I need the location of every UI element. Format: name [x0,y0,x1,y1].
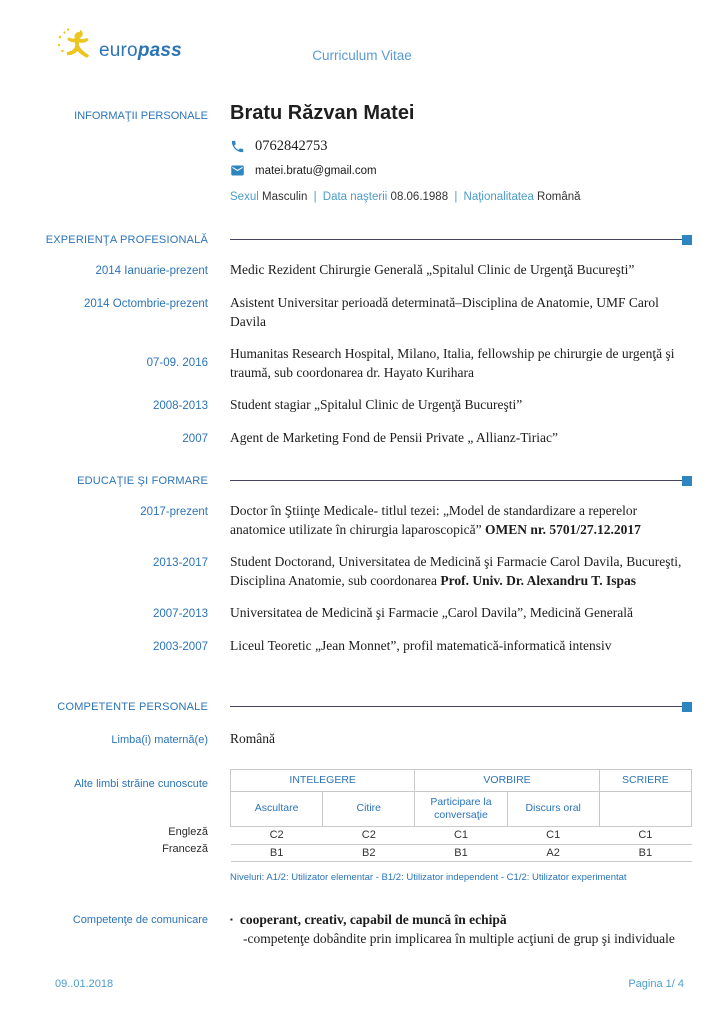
page-footer [55,978,684,990]
section-label-competences: COMPETENTE PERSONALE [57,700,208,713]
section-label-education: EDUCAŢIE ŞI FORMARE [77,474,208,487]
europass-wordmark: europass [99,39,182,61]
other-languages-label: Alte limbi străine cunoscute [74,777,208,790]
education-description: Liceul Teoretic „Jean Monnet”, profil matematică-informatică intensiv [230,638,612,654]
experience-period: 2014 Octombrie-prezent [83,297,208,310]
email-address[interactable]: matei.bratu@gmail.com [255,164,377,177]
section-label-experience: EXPERIENŢA PROFESIONALĂ [45,234,208,246]
level-cell: B1 [231,844,323,862]
level-cell: B1 [599,844,691,862]
email-row [230,163,692,178]
section-label-personal-info: INFORMAŢII PERSONALE [74,110,208,122]
table-subheader-row [231,791,692,826]
table-header-conversation: Participare la conversaţie [415,791,507,826]
experience-description: Humanitas Research Hospital, Milano, Italia, fellowship pe chirurgie de urgenţă şi traumă, sub coordonarea dr. Hayato Kurihara [230,346,675,380]
experience-description: Student stagiar „Spitalul Clinic de Urgenţă Bucureşti” [230,397,523,413]
experience-period: 2007 [182,433,208,446]
footer-date: 09..01.2018 [55,978,114,990]
page-header [0,0,724,78]
mother-tongue-label: Limba(i) maternă(e) [111,734,208,747]
email-icon [230,163,245,178]
education-description: Doctor în Ştiinţe Medicale- titlul tezei: „Model de standardizare a reperelor anatomice utilizate în chirurgia laparoscopică” OMEN nr. 5701/27.12.2017 [230,502,641,537]
phone-icon [230,139,245,154]
experience-description: Agent de Marketing Fond de Pensii Private „ Allianz-Tiriac” [230,430,558,446]
document-title: Curriculum Vitae [312,48,412,63]
language-skills-table [230,769,692,862]
level-cell: B1 [415,844,507,862]
experience-period: 2014 Ianuarie-prezent [95,265,208,278]
bullet-icon: ▪ [230,915,233,925]
table-header-understanding: INTELEGERE [231,769,415,791]
table-group-header-row [231,769,692,791]
section-rule-square-icon [682,235,692,245]
communication-label: Competenţe de comunicare [72,914,208,927]
mother-tongue-value: Română [230,731,275,747]
phone-number: 0762842753 [255,138,328,154]
document-body [0,102,724,948]
level-cell: C1 [507,827,599,845]
table-header-listening: Ascultare [231,791,323,826]
section-rule-square-icon [682,702,692,712]
experience-period: 07-09. 2016 [146,357,208,370]
table-header-empty [599,791,691,826]
personal-details-line: Sexul Masculin | Data naşterii 08.06.1988 | Naţionalitatea Română [230,191,581,203]
level-cell: C1 [415,827,507,845]
table-row [231,827,692,845]
table-row [231,844,692,862]
education-description: Student Doctorand, Universitatea de Medicină şi Farmacie Carol Davila, Bucureşti, Disciplina Anatomie, sub coordonarea Prof. Univ. Dr. Alexandru T. Ispas [230,554,682,588]
table-header-oral: Discurs oral [507,791,599,826]
table-header-speaking: VORBIRE [415,769,599,791]
level-cell: A2 [507,844,599,862]
person-name: Bratu Răzvan Matei [230,102,415,124]
table-header-writing: SCRIERE [599,769,691,791]
levels-note: Niveluri: A1/2: Utilizator elementar - B1/2: Utilizator independent - C1/2: Utilizator experimentat [230,872,627,884]
education-period: 2003-2007 [153,641,208,654]
level-cell: C2 [231,827,323,845]
language-row-labels [40,769,208,862]
level-cell: C2 [323,827,415,845]
education-period: 2017-prezent [140,505,208,518]
education-period: 2007-2013 [153,608,208,621]
experience-period: 2008-2013 [153,400,208,413]
section-rule [230,702,692,712]
education-description: Universitatea de Medicină şi Farmacie „Carol Davila”, Medicină Generală [230,605,633,621]
level-cell: B2 [323,844,415,862]
section-rule [230,235,692,245]
education-period: 2013-2017 [153,557,208,570]
section-rule-square-icon [682,476,692,486]
footer-page-number: Pagina 1/ 4 [628,978,684,990]
table-header-reading: Citire [323,791,415,826]
phone-row [230,138,692,155]
section-rule [230,476,692,486]
level-cell: C1 [599,827,691,845]
language-name: Franceză [162,843,208,856]
language-name: Engleză [168,825,208,838]
experience-description: Medic Rezident Chirurgie Generală „Spitalul Clinic de Urgenţă Bucureşti” [230,262,635,278]
experience-description: Asistent Universitar perioadă determinată–Disciplina de Anatomie, UMF Carol Davila [230,294,659,329]
communication-content: ▪ cooperant, creativ, capabil de muncă în echipă -competenţe dobândite prin implicarea în multiple acţiuni de grup şi individuale [230,912,675,946]
